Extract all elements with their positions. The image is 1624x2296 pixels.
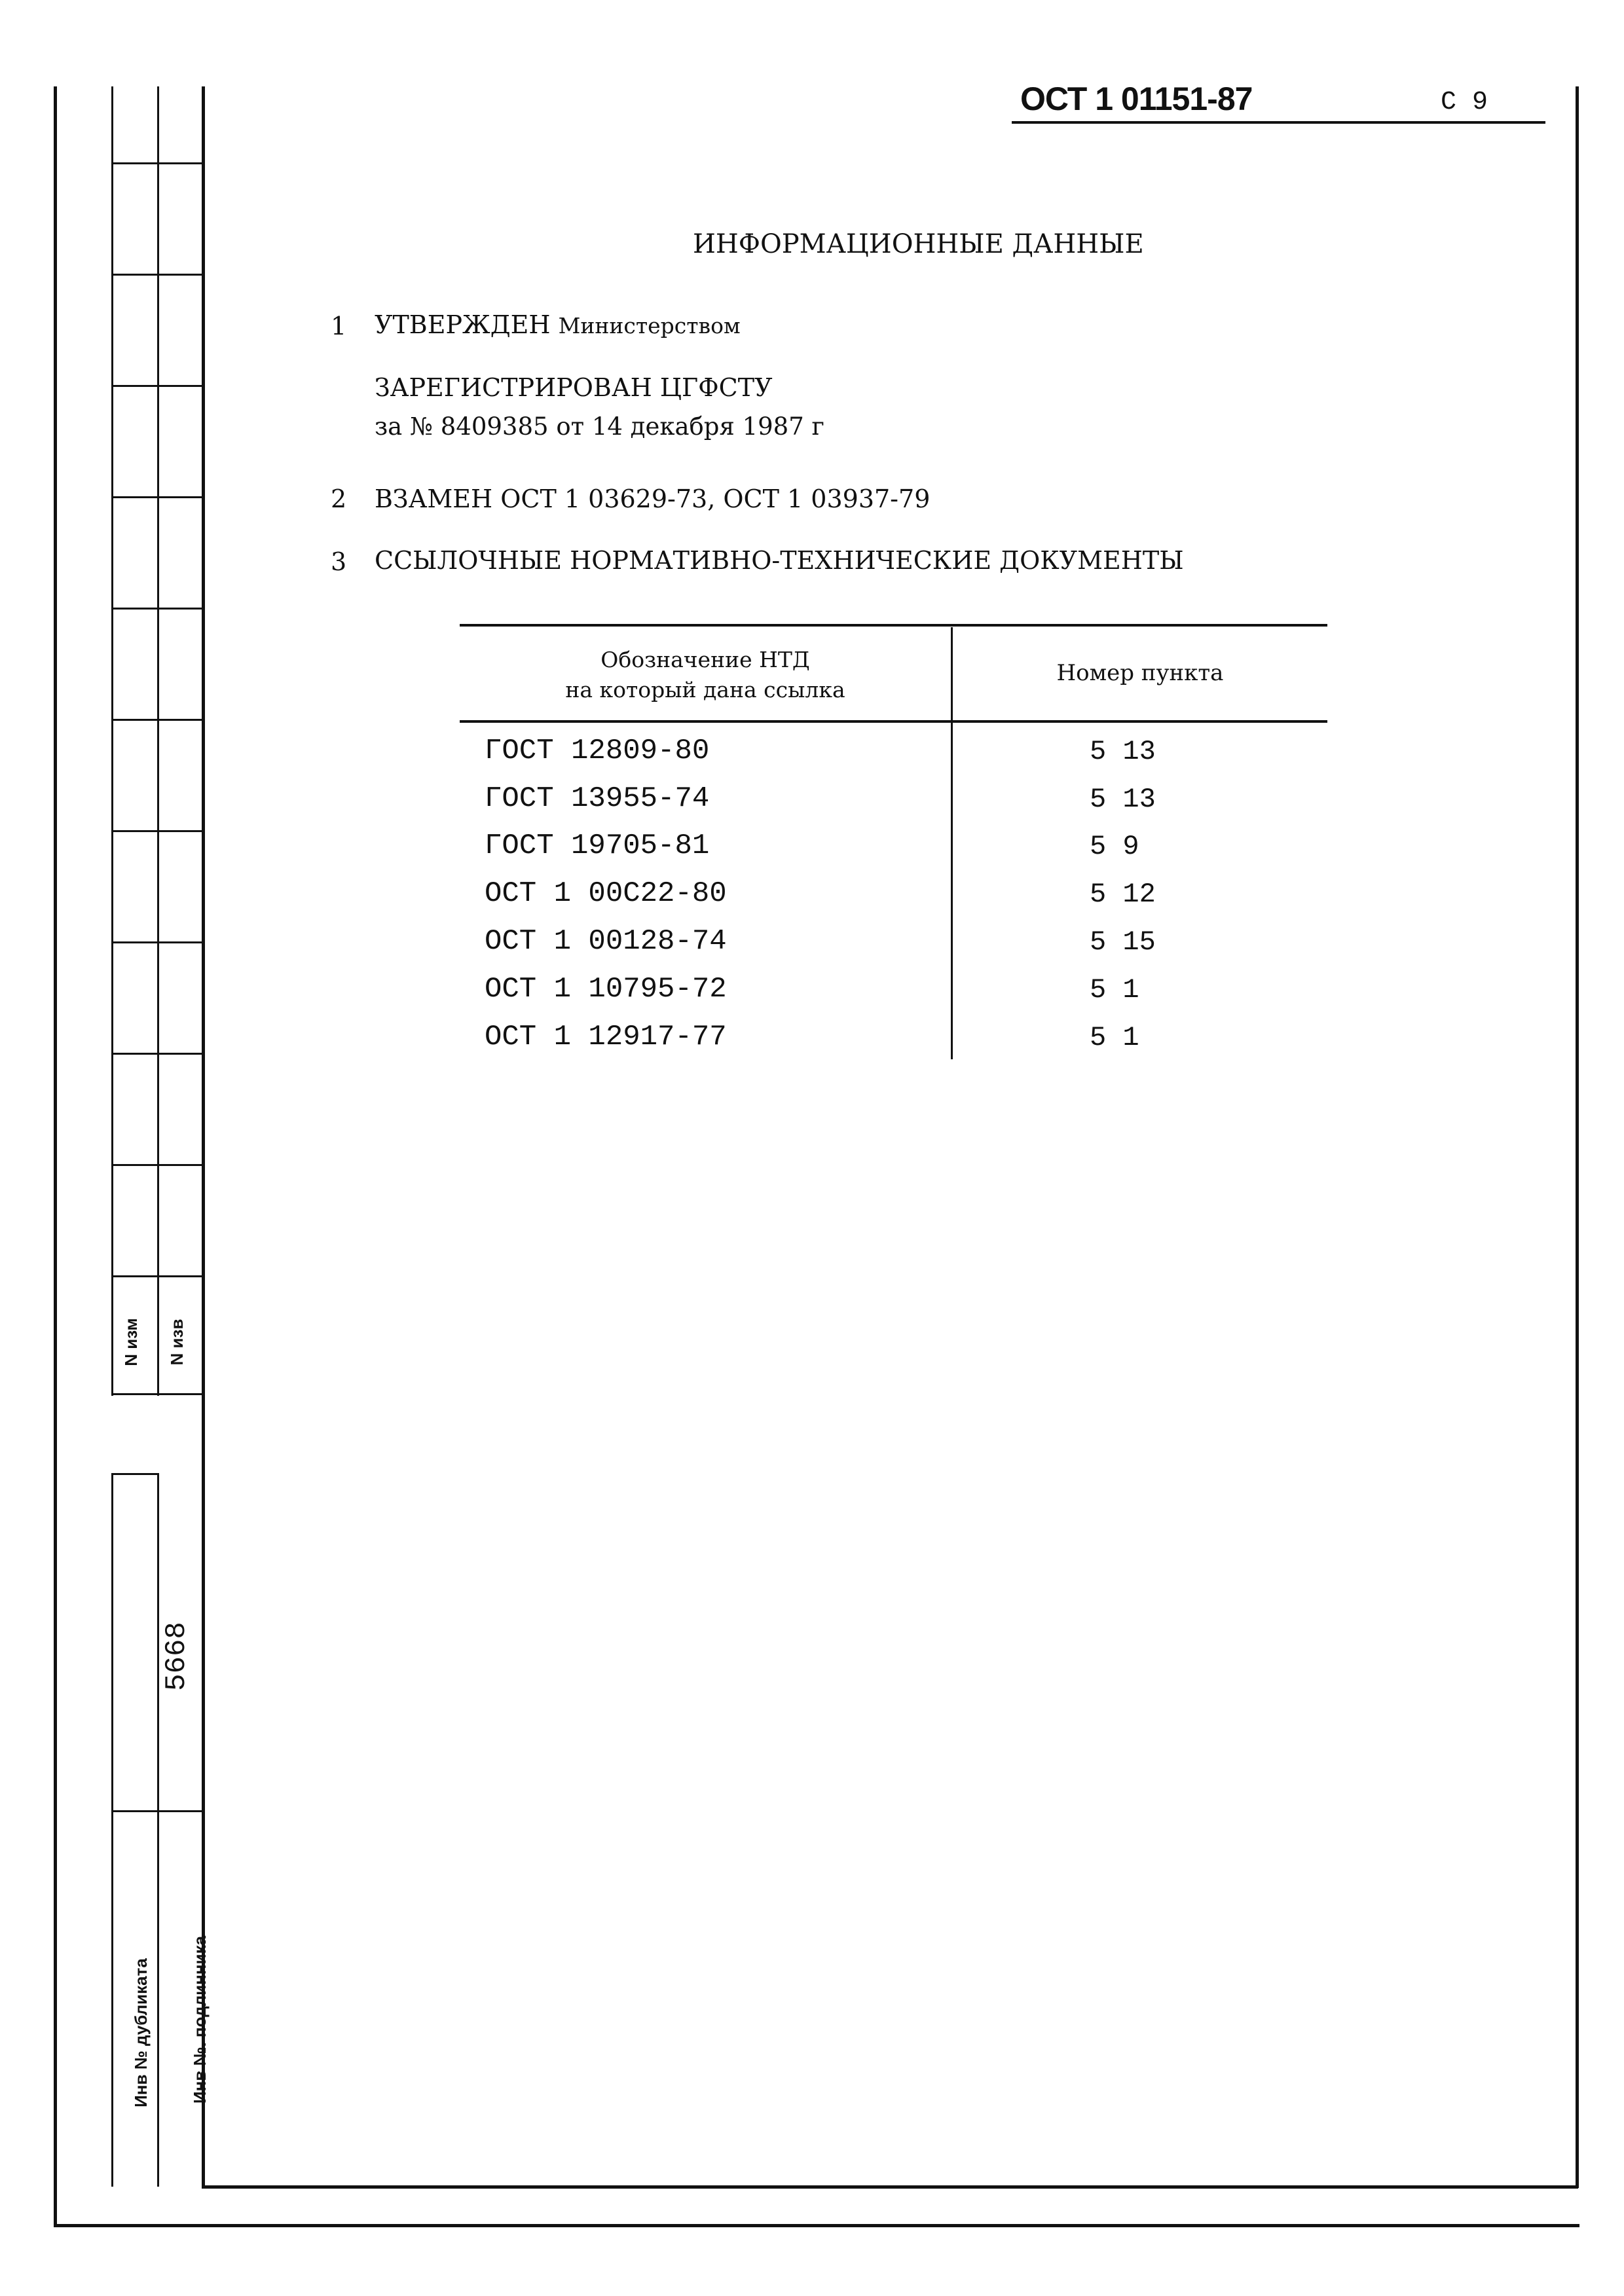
item-2-text: ВЗАМЕН ОСТ 1 03629-73, ОСТ 1 03937-79 — [375, 484, 931, 513]
stamp-col-mid-lower — [157, 1473, 159, 2187]
page-label: С 9 — [1441, 88, 1488, 117]
stamp-hline — [111, 496, 203, 498]
stamp-hline — [111, 1164, 203, 1166]
table-header-rule — [460, 720, 1327, 723]
table-row-doc: ГОСТ 12809-80 — [485, 735, 710, 767]
table-row-clause: 5 12 — [1090, 879, 1156, 910]
stamp-hline — [111, 274, 203, 276]
table-row-doc: ОСТ 1 00С22-80 — [485, 877, 727, 910]
item-1-text — [375, 310, 741, 339]
stamp-hline — [111, 162, 203, 164]
stamp-izm-label: N изм — [121, 1318, 141, 1366]
stamp-podlinnik-label: Инв №. подлинника — [190, 1935, 210, 2104]
page-title: ИНФОРМАЦИОННЫЕ ДАННЫЕ — [693, 229, 1144, 259]
frame-left-outer — [54, 86, 57, 2227]
table-row-clause: 5 13 — [1090, 784, 1156, 815]
item-1-registration-number: за № 8409385 от 14 декабря 1987 г — [375, 412, 824, 441]
table-row-doc: ГОСТ 19705-81 — [485, 829, 710, 862]
item-1-rest: Министерством — [558, 313, 741, 338]
stamp-hline — [111, 1473, 158, 1475]
table-row-clause: 5 1 — [1090, 1022, 1139, 1053]
table-row-clause: 5 15 — [1090, 926, 1156, 958]
stamp-col-left — [111, 86, 113, 1396]
stamp-hline — [111, 719, 203, 721]
table-row-clause: 5 13 — [1090, 736, 1156, 767]
frame-bottom — [54, 2224, 1579, 2227]
frame-inner-bottom — [202, 2185, 1578, 2189]
stamp-hline — [111, 1393, 203, 1395]
table-column-divider — [951, 627, 953, 1059]
header-underline — [1012, 121, 1545, 124]
table-col1-header — [460, 645, 951, 705]
item-3-text: ССЫЛОЧНЫЕ НОРМАТИВНО-ТЕХНИЧЕСКИЕ ДОКУМЕНТЫ — [375, 546, 1184, 575]
stamp-col-left-lower — [111, 1473, 113, 2187]
frame-right — [1576, 86, 1579, 2188]
table-col1-header-line2: на который дана ссылка — [565, 677, 845, 702]
table-row-doc: ОСТ 1 10795-72 — [485, 973, 727, 1006]
stamp-izv-label: N изв — [167, 1319, 187, 1366]
item-1-caps: УТВЕРЖДЕН — [375, 310, 551, 339]
stamp-hline — [111, 830, 203, 832]
table-top-rule — [460, 624, 1327, 627]
stamp-podlinnik-number: 5668 — [160, 1622, 193, 1691]
table-row-clause: 5 1 — [1090, 974, 1139, 1006]
table-col2-header: Номер пункта — [1056, 660, 1224, 686]
item-1-number: 1 — [331, 312, 347, 340]
stamp-hline — [111, 1275, 203, 1277]
stamp-hline — [111, 385, 203, 387]
stamp-hline — [111, 1053, 203, 1055]
stamp-hline — [111, 1810, 203, 1812]
stamp-col-mid — [157, 86, 159, 1396]
table-row-doc: ОСТ 1 00128-74 — [485, 925, 727, 958]
table-row-clause: 5 9 — [1090, 831, 1139, 862]
table-row-doc: ОСТ 1 12917-77 — [485, 1021, 727, 1053]
doc-code: ОСТ 1 01151-87 — [1020, 81, 1253, 117]
stamp-hline — [111, 941, 203, 943]
table-row-doc: ГОСТ 13955-74 — [485, 782, 710, 815]
item-2-number: 2 — [331, 484, 347, 513]
item-1-registered: ЗАРЕГИСТРИРОВАН ЦГФСТУ — [375, 373, 773, 402]
stamp-dublikat-label: Инв № дубликата — [131, 1958, 151, 2107]
item-3-number: 3 — [331, 547, 347, 576]
frame-inner-left — [202, 86, 205, 2188]
stamp-hline — [111, 608, 203, 610]
table-col1-header-line1: Обозначение НТД — [600, 647, 810, 672]
